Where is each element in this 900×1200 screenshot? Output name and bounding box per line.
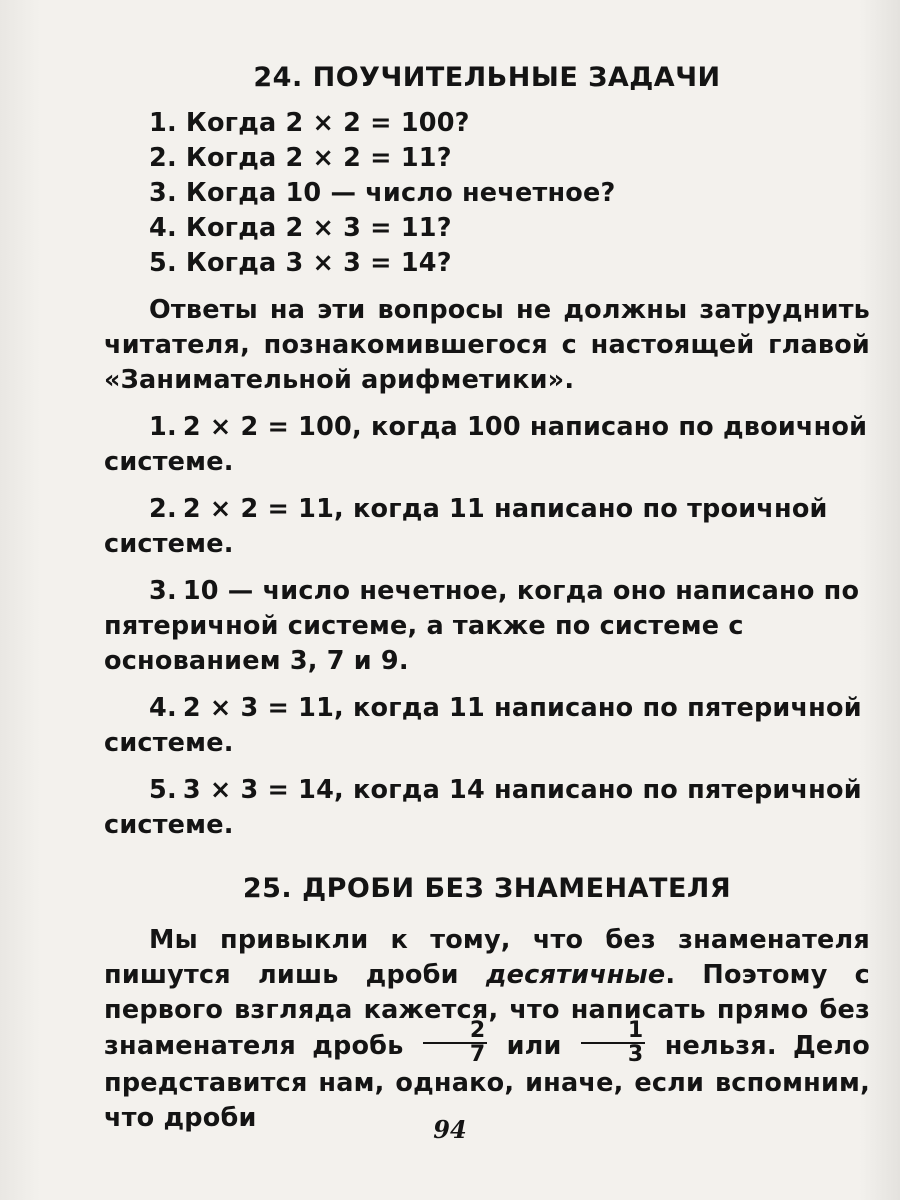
fraction-denominator: 7 (469, 1042, 486, 1067)
paragraph-text: или (490, 1031, 578, 1061)
paragraph-text: Мы привыкли к тому, что без знаменателя пишутся лишь дроби (104, 925, 870, 990)
question-number: 4. (149, 213, 177, 243)
answer-number: 1. (149, 412, 177, 442)
paragraph-text: . Поэтому с первого взгляда кажется, что написать прямо без знаменателя дробь (104, 960, 870, 1061)
fraction-numerator: 2 (423, 1020, 488, 1044)
answer-text: 2 × 3 = 11, когда 11 написано по пятеричной системе. (104, 693, 862, 758)
question-text: Когда 10 — число нечетное? (185, 178, 616, 208)
answer-number: 3. (149, 576, 177, 606)
questions-list (149, 106, 870, 281)
answer-number: 4. (149, 693, 177, 723)
question-item (149, 211, 870, 246)
answer-number: 5. (149, 775, 177, 805)
question-number: 3. (149, 178, 177, 208)
question-text: Когда 2 × 2 = 11? (185, 143, 452, 173)
page-text (104, 58, 870, 1136)
question-text: Когда 2 × 3 = 11? (185, 213, 452, 243)
page-number: 94 (433, 1115, 467, 1144)
section-25-paragraph (104, 923, 870, 1136)
answer-item (104, 691, 870, 761)
answer-text: 10 — число нечетное, когда оно написано по пятеричной системе, а также по системе с основанием 3, 7 и 9. (104, 576, 860, 676)
answer-item (104, 773, 870, 843)
answer-text: 2 × 2 = 11, когда 11 написано по троичной системе. (104, 494, 828, 559)
question-number: 2. (149, 143, 177, 173)
fraction-two-sevenths (423, 1020, 488, 1066)
emphasis-text: десятичные (485, 960, 666, 990)
section-25-title: 25. ДРОБИ БЕЗ ЗНАМЕНАТЕЛЯ (242, 873, 732, 904)
answer-item (104, 410, 870, 480)
question-item (149, 246, 870, 281)
section-24-title: 24. ПОУЧИТЕЛЬНЫЕ ЗАДАЧИ (253, 62, 721, 93)
fraction-denominator: 3 (627, 1042, 644, 1067)
answer-number: 2. (149, 494, 177, 524)
answer-text: 2 × 2 = 100, когда 100 написано по двоичной системе. (104, 412, 868, 477)
answers-intro (104, 293, 870, 398)
paragraph-text: нельзя. Дело представится нам, однако, иначе, если вспомним, что дроби (104, 1031, 871, 1133)
question-number: 5. (149, 248, 177, 278)
question-item (149, 176, 870, 211)
answer-item (104, 574, 870, 679)
question-item (149, 106, 870, 141)
fraction-numerator: 1 (581, 1020, 646, 1044)
answer-text: 3 × 3 = 14, когда 14 написано по пятеричной системе. (104, 775, 862, 840)
answers-lead: Ответы (149, 295, 258, 325)
question-item (149, 141, 870, 176)
question-number: 1. (149, 108, 177, 138)
answers-intro-text: на эти вопросы не должны затруднить читателя, познакомившегося с настоящей главой «Занимательной арифметики». (104, 295, 870, 395)
question-text: Когда 2 × 2 = 100? (185, 108, 470, 138)
answer-item (104, 492, 870, 562)
fraction-one-third (581, 1020, 646, 1066)
question-text: Когда 3 × 3 = 14? (185, 248, 452, 278)
